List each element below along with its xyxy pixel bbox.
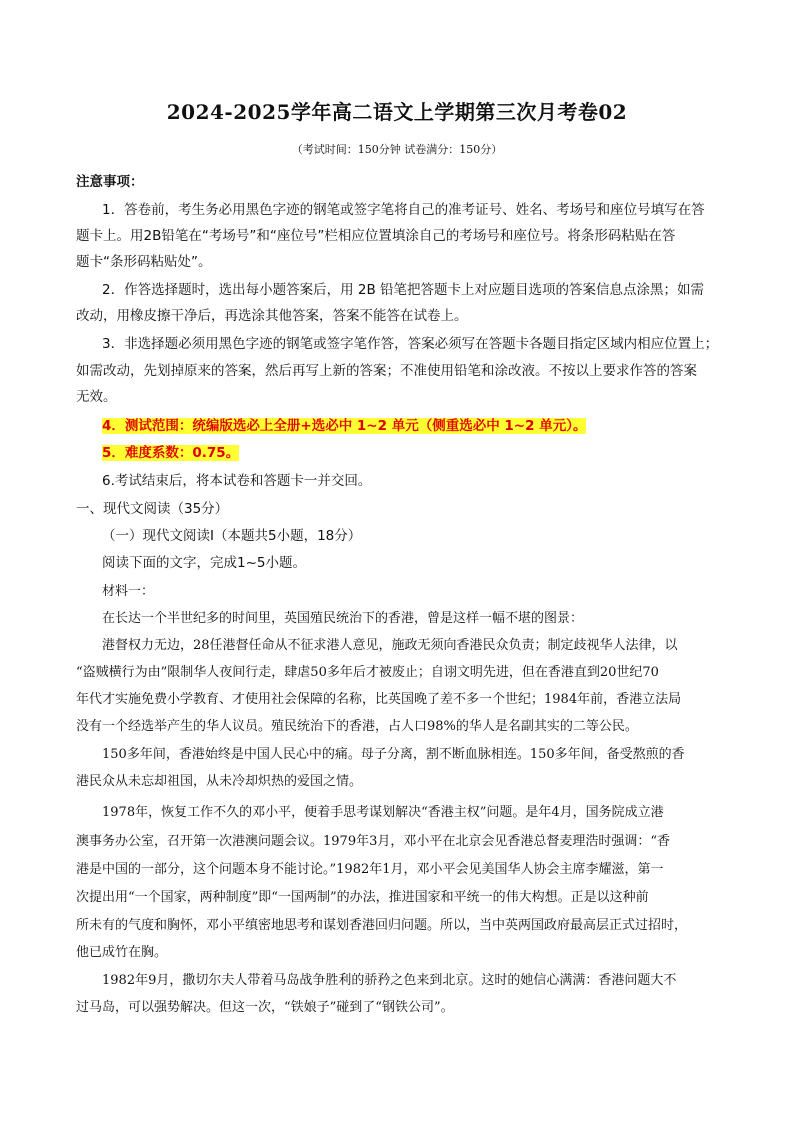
notice-line: 题卡“条形码粘贴处”。 xyxy=(76,254,212,270)
body-line: 年代才实施免费小学教育、才使用社会保障的名称，比英国晚了差不多一个世纪；1984年前，香港立法局 xyxy=(76,692,682,707)
body-line: 1978年，恢复工作不久的邓小平，便着手思考谋划解决“香港主权”问题。是年4月，国务院成立港 xyxy=(102,805,664,820)
instruction: 阅读下面的文字，完成1~5小题。 xyxy=(102,555,306,571)
body-line: 没有一个经选举产生的华人议员。殖民统治下的香港，占人口98%的华人是名副其实的二等公民。 xyxy=(76,719,638,734)
body-line: 次提出用“一个国家，两种制度”即“一国两制”的办法，推进国家和平统一的伟大构想。正是以这种前 xyxy=(76,890,649,905)
notice-line: 6.考试结束后，将本试卷和答题卡一并交回。 xyxy=(102,473,372,489)
test-scope-line xyxy=(102,414,586,434)
body-line: 他已成竹在胸。 xyxy=(76,945,168,960)
body-line: 港是中国的一部分，这个问题本身不能讨论。”1982年1月，邓小平会见美国华人协会主席李耀滋，第一 xyxy=(76,862,664,877)
notice-line: 3．非选择题必须用黑色字迹的钢笔或签字笔作答，答案必须写在答题卡各题目指定区域内相应位置上； xyxy=(102,336,719,352)
notice-line: 2．作答选择题时，选出每小题答案后，用 2B 铅笔把答题卡上对应题目选项的答案信息点涂黑；如需 xyxy=(102,282,705,298)
notice-line: 题卡上。用2B铅笔在“考场号”和“座位号”栏相应位置填涂自己的考场号和座位号。将条形码粘贴在答 xyxy=(76,228,676,244)
difficulty-line xyxy=(102,441,239,461)
body-line: 港民众从未忘却祖国，从未冷却炽热的爱国之情。 xyxy=(76,774,363,789)
material-label: 材料一： xyxy=(102,584,155,599)
page-title: 2024-2025学年高二语文上学期第三次月考卷02 xyxy=(166,100,628,124)
difficulty-highlight: 5．难度系数：0.75。 xyxy=(102,445,240,461)
exam-info: （考试时间：150分钟 试卷满分：150分） xyxy=(291,143,503,156)
subsection-heading: （一）现代文阅读Ⅰ（本题共5小题，18分） xyxy=(102,528,362,544)
body-line: “盗贼横行为由”限制华人夜间行走，肆虐50多年后才被废止；自诩文明先进，但在香港直到20世纪70 xyxy=(76,665,659,680)
notice-line: 无效。 xyxy=(76,389,117,405)
notice-line: 改动，用橡皮擦干净后，再选涂其他答案，答案不能答在试卷上。 xyxy=(76,308,468,324)
body-line: 150多年间，香港始终是中国人民心中的痛。母子分离，割不断血脉相连。150多年间，备受熬煎的香 xyxy=(102,747,685,762)
body-line: 港督权力无边，28任港督任命从不征求港人意见，施政无须向香港民众负责；制定歧视华人法律，以 xyxy=(102,638,678,653)
body-line: 澳事务办公室，召开第一次港澳问题会议。1979年3月，邓小平在北京会见香港总督麦理浩时强调：“香 xyxy=(76,834,671,849)
body-line: 所未有的气度和胸怀，邓小平缜密地思考和谋划香港回归问题。所以，当中英两国政府最高层正式过招时， xyxy=(76,918,688,933)
test-scope-highlight: 4．测试范围：统编版选必上全册+选必中 1~2 单元（侧重选必中 1~2 单元）。 xyxy=(102,418,587,434)
notice-heading: 注意事项： xyxy=(76,174,144,190)
body-line: 1982年9月，撒切尔夫人带着马岛战争胜利的骄矜之色来到北京。这时的她信心满满：香港问题大不 xyxy=(102,973,677,988)
notice-line: 如需改动，先划掉原来的答案，然后再写上新的答案；不准使用铅笔和涂改液。不按以上要求作答的答案 xyxy=(76,363,697,379)
body-line: 在长达一个半世纪多的时间里，英国殖民统治下的香港，曾是这样一幅不堪的图景： xyxy=(102,611,584,626)
notice-line: 1．答卷前，考生务必用黑色字迹的钢笔或签字笔将自己的准考证号、姓名、考场号和座位号填写在答 xyxy=(102,202,705,218)
body-line: 过马岛，可以强势解决。但这一次，“铁娘子”碰到了“钢铁公司”。 xyxy=(76,1000,454,1015)
section-heading: 一、现代文阅读（35分） xyxy=(76,501,229,517)
